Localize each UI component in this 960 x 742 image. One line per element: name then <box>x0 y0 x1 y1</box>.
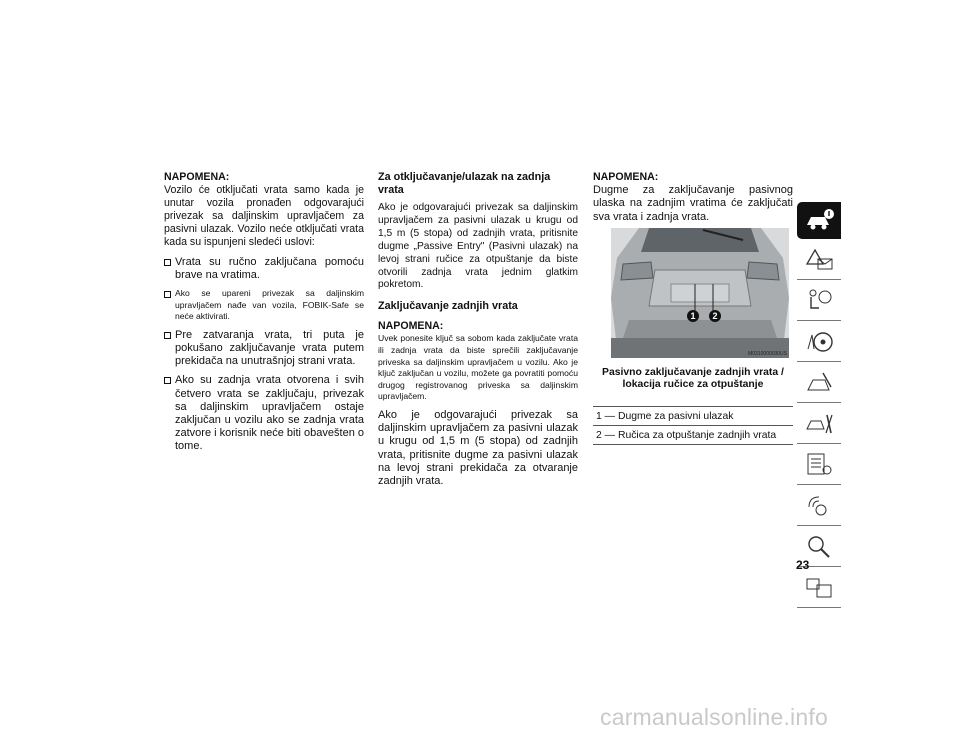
note-title: NAPOMENA: <box>593 171 659 183</box>
tab-emergency[interactable] <box>797 365 841 403</box>
liftgate-illustration <box>611 228 789 364</box>
callout-1-label: 1 <box>690 310 696 321</box>
roadside-icon <box>805 370 835 396</box>
steering-wheel-icon <box>805 329 835 355</box>
note-title: NAPOMENA: <box>164 171 230 183</box>
checkbox-bullet-icon <box>164 291 171 298</box>
list-item: Ako su zadnja vrata otvorena i svih četvero vrata se zaključaju, privezak sa daljinskim upravljačem ostaje zaključan u vozilu ako se zadnja vrata zatvore i korisnik neće biti obavešten o tome. <box>164 374 364 453</box>
checkbox-bullet-icon <box>164 377 171 384</box>
checkbox-bullet-icon <box>164 332 171 339</box>
column-2 <box>378 171 578 488</box>
page-number: 23 <box>796 558 810 572</box>
tab-languages[interactable] <box>797 570 841 608</box>
list-item: Vrata su ručno zaključana pomoću brave na vratima. <box>164 256 364 282</box>
list-item: Pre zatvaranja vrata, tri puta je pokušano zaključavanje vrata putem prekidača na unutrašnjoj strani vrata. <box>164 329 364 369</box>
figure-caption: Pasivno zaključavanje zadnjih vrata / lokacija ručice za otpuštanje <box>602 366 784 391</box>
tab-service[interactable] <box>797 406 841 444</box>
legend-item: 2 — Ručica za otpuštanje zadnjih vrata <box>593 425 793 445</box>
chapter-tabs <box>797 202 841 611</box>
callout-1 <box>687 310 699 322</box>
section-heading: Zaključavanje zadnjih vrata <box>378 300 518 313</box>
tab-multimedia[interactable] <box>797 488 841 526</box>
tab-car-info[interactable] <box>797 202 841 239</box>
column-1 <box>164 171 364 454</box>
section-heading: Za otključavanje/ulazak na zadnja vrata <box>378 171 551 196</box>
legend-item: 1 — Dugme za pasivni ulazak <box>593 406 793 425</box>
list-item: Ako se upareni privezak sa daljinskim upravljačem nađe van vozila, FOBIK-Safe se neće aktivirati. <box>164 288 364 323</box>
figure-legend <box>593 406 793 445</box>
figure-code: M0310000030US <box>748 350 787 357</box>
checkbox-bullet-icon <box>164 259 171 266</box>
seat-airbag-icon <box>805 288 835 314</box>
watermark: carmanualsonline.info <box>600 704 828 730</box>
column-3 <box>593 171 793 445</box>
warning-message-icon <box>805 247 835 273</box>
callout-2 <box>709 310 721 322</box>
tab-safety[interactable] <box>797 283 841 321</box>
liftgate-figure <box>611 228 789 364</box>
paragraph: Ako je odgovarajući privezak sa daljinskim upravljačem za pasivni ulazak u krugu od 1,5 m (5 stopa) od zadnjih vrata, pritisnite dugme za pasivni ulazak na levoj strani prekidača za otvaranje zadnjih vrata. <box>378 409 578 488</box>
paragraph: Ako je odgovarajući privezak sa daljinskim upravljačem za pasivni ulazak u krugu od 1,5 m (5 stopa) od zadnjih vrata, pritisnite dugme „Passive Entry" (Pasivni ulazak) na levoj strani ručice za otpuštanje da biste otvorili zadnja vrata jednim glatkim pokretom. <box>378 202 578 291</box>
note-title: NAPOMENA: <box>378 320 444 333</box>
tab-warning-messages[interactable] <box>797 242 841 280</box>
note-text: Dugme za zaključavanje pasivnog ulaska na zadnjim vratima će zaključati sva vrata i zadnja vrata. <box>593 184 793 223</box>
note-text: Uvek ponesite ključ sa sobom kada zaključate vrata ili zadnja vrata da biste sprečili zaključavanje priveska sa daljinskim upravljačem u vozilu. Ako je ključ zaključan u vozilu, možete ga povratiti pomoću drugog registrovanog priveska sa daljinskim upravljačem. <box>378 333 578 402</box>
note-text: Vozilo će otključati vrata samo kada je unutar vozila pronađen odgovarajući privezak sa daljinskim upravljačem za pasivni ulazak. Vozilo neće otključati vrata kada su ispunjeni sledeći uslovi: <box>164 184 364 249</box>
tab-driving[interactable] <box>797 324 841 362</box>
languages-icon <box>805 575 835 601</box>
specs-list-icon <box>805 452 835 478</box>
callout-2-label: 2 <box>712 310 718 321</box>
tab-specifications[interactable] <box>797 447 841 485</box>
search-icon <box>805 534 835 560</box>
multimedia-icon <box>805 493 835 519</box>
car-info-icon <box>805 207 835 233</box>
service-tools-icon <box>805 411 835 437</box>
